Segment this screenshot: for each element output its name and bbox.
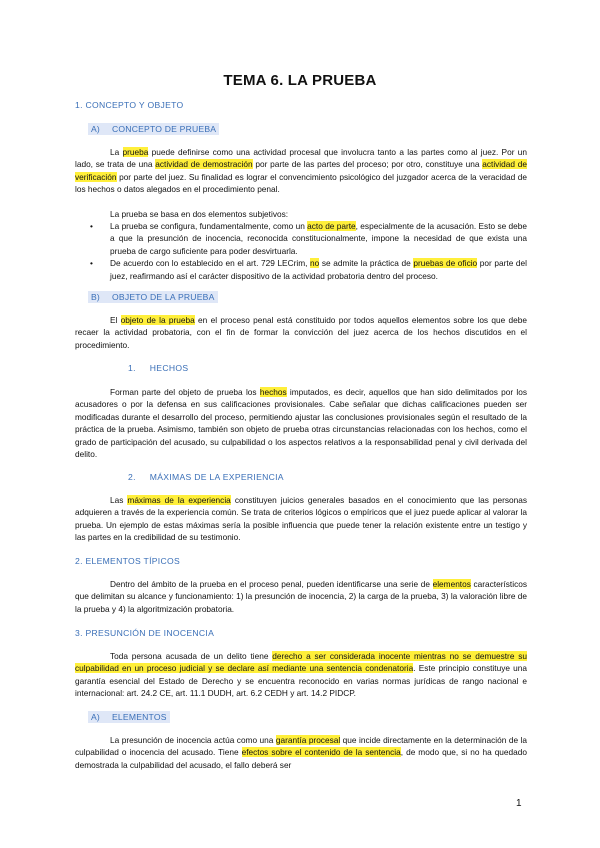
text-run: , de modo que, si no ha quedado demostrada la culpabilidad del acusado, el fallo deberá ser	[75, 747, 527, 770]
highlighted-text: hechos	[259, 387, 287, 397]
section-heading-elementos-tipicos: 2. ELEMENTOS TÍPICOS	[75, 556, 181, 566]
subsection-letter: B)	[91, 292, 100, 302]
highlighted-text: garantía procesal	[275, 735, 341, 745]
text-run: Toda persona acusada de un delito tiene	[110, 651, 273, 661]
highlighted-text: actividad de verificación	[75, 159, 527, 182]
bullet-icon: •	[90, 258, 93, 269]
text-run: por parte de las partes del proceso; por otro, constituye una	[252, 159, 483, 170]
paragraph-text: La prueba se basa en dos elementos subjetivos:	[110, 209, 289, 219]
paragraph-elementos-garantia	[75, 734, 527, 771]
highlighted-text: pruebas de oficio	[413, 258, 478, 269]
highlighted-text: prueba	[122, 147, 149, 157]
text-run: De acuerdo con lo establecido en el art. 729 LECrim,	[110, 258, 311, 269]
highlighted-text: elementos	[432, 579, 471, 589]
text-run: en el proceso penal está constituido por todos aquellos elementos sobre los que debe recaer la actividad probatoria, con el fin de formar la convicción del juez acerca de los hechos discutidos en el procedimiento.	[75, 315, 527, 350]
subheading-maximas-experiencia	[128, 472, 284, 482]
text-run: . Este principio constituye una garantía esencial del Estado de Derecho y se encuentra reconocido en varias normas jurídicas de rango nacional e internacional: art. 24.2 CE, art. 11.1 DUDH, art. 6.2 CEDH y art. 14.2 PIDCP.	[75, 663, 527, 699]
text-run: se admite la práctica de	[319, 258, 414, 269]
text-run: El	[110, 315, 121, 325]
text-run: Las	[110, 495, 128, 505]
subsection-text: OBJETO DE LA PRUEBA	[112, 292, 215, 302]
paragraph-elementos-subjetivos	[75, 208, 527, 220]
paragraph-definicion-prueba	[75, 146, 527, 196]
highlighted-text: actividad de demostración	[155, 159, 253, 170]
subsection-text: CONCEPTO DE PRUEBA	[112, 124, 217, 134]
paragraph-elementos-tipicos	[75, 578, 527, 615]
highlighted-text: derecho a ser considerada inocente mientras no se demuestre su culpabilidad en un proceso judicial y se declare así mediante una sentencia condenatoria	[75, 651, 527, 674]
text-run: puede definirse como una actividad procesal que involucra tanto a las partes como al juez. Por un lado, se trata de una	[75, 147, 527, 170]
highlighted-text: objeto de la prueba	[120, 315, 195, 325]
text-run: Forman parte del objeto de prueba los	[110, 387, 260, 397]
section-heading-presuncion-inocencia: 3. PRESUNCIÓN DE INOCENCIA	[75, 628, 215, 638]
subheading-text: HECHOS	[149, 363, 189, 373]
page-title: TEMA 6. LA PRUEBA	[223, 72, 377, 89]
highlighted-text: efectos sobre el contenido de la sentencia	[241, 747, 401, 758]
highlighted-text: acto de parte	[307, 221, 356, 231]
text-run: característicos que delimitan su alcance y funcionamiento: 1) la presunción de inocencia, 2) la carga de la prueba, 3) la valoración libre de la prueba y 4) la algoritmización probatoria.	[75, 579, 527, 614]
bullet-list	[75, 220, 527, 282]
subsection-letter: A)	[91, 712, 100, 722]
text-run: constituyen juicios generales basados en el conocimiento que las personas adquieren a través de la experiencia común. Se trata de criterios lógicos o empíricos que el juez puede aplicar al valorar la prueba. Un ejemplo de estas máximas sería la posible influencia que puede tener la relación existente entre un testigo y las partes en la credibilidad de su testimonio.	[75, 495, 528, 543]
paragraph-objeto-prueba	[75, 314, 527, 351]
text-run: , especialmente de la acusación. Esto se debe a que la presunción de inocencia, reconocida constitucionalmente, impone la necesidad de que exista una prueba de cargo suficiente para poder desvirtuarla.	[110, 221, 527, 256]
text-run: por parte del juez, reafirmando así el carácter dispositivo de la actividad probatoria dentro del proceso.	[110, 258, 527, 281]
list-item	[75, 220, 527, 257]
subheading-number: 2.	[128, 472, 136, 482]
subheading-text: MÁXIMAS DE LA EXPERIENCIA	[149, 472, 284, 482]
subheading-hechos	[128, 363, 188, 373]
paragraph-maximas	[75, 494, 527, 544]
text-run: La presunción de inocencia actúa como una	[110, 735, 276, 745]
paragraph-hechos	[75, 386, 527, 460]
text-run: que incide directamente en la determinación de la culpabilidad o inocencia del acusado. Tiene	[75, 735, 527, 758]
highlighted-text: no	[310, 258, 320, 269]
subsection-letter: A)	[91, 124, 100, 134]
text-run: La	[110, 147, 123, 157]
list-item	[75, 257, 527, 282]
subheading-number: 1.	[128, 363, 136, 373]
text-run: por parte del juez. Su finalidad es lograr el convencimiento psicológico del juzgador acerca de la veracidad de los hechos o datos alegados en el procedimiento penal.	[75, 171, 527, 195]
section-heading-concepto-objeto: 1. CONCEPTO Y OBJETO	[75, 100, 184, 110]
highlighted-text: máximas de la experiencia	[127, 495, 231, 505]
subsection-heading-objeto-prueba	[88, 291, 218, 303]
subsection-heading-concepto-prueba	[88, 123, 219, 135]
text-run: Dentro del ámbito de la prueba en el proceso penal, pueden identificarse una serie de	[110, 579, 433, 589]
subsection-heading-elementos	[88, 711, 170, 723]
text-run: imputados, es decir, aquellos que han sido delimitados por los acusadores o por la defensa en sus calificaciones provisionales. Cabe señalar que dichas calificaciones pueden ser modificadas durante el desarrollo del proceso, permitiendo ajustar las conclusiones provisionales según el resultado de la práctica de la prueba. Asimismo, también son objeto de prueba otras circunstancias relacionadas con los hechos, como el grado de participación del acusado, su culpabilidad o los aspectos relativos a la responsabilidad penal y civil derivada del delito.	[75, 387, 528, 460]
paragraph-presuncion	[75, 650, 527, 700]
text-run: La prueba se configura, fundamentalmente, como un	[110, 221, 308, 231]
page-number: 1	[516, 798, 522, 809]
subsection-text: ELEMENTOS	[112, 712, 167, 722]
bullet-icon: •	[90, 221, 93, 231]
